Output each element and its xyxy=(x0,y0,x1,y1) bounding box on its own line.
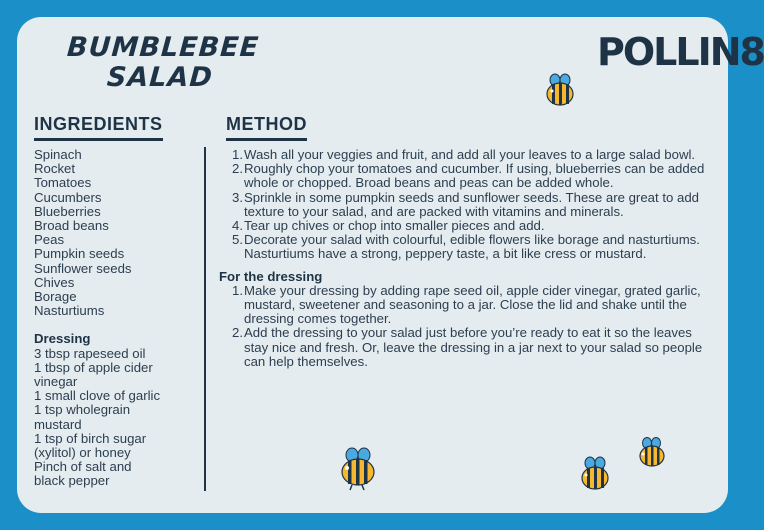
method-step xyxy=(219,162,711,190)
step-text: Make your dressing by adding rape seed oil, apple cider vinegar, grated garlic, mustard, sweetener and seasoning to a jar. Close the lid and shake until the dressing comes together. xyxy=(244,282,701,327)
bee-icon xyxy=(637,437,667,469)
dressing-ingredient-item: Pinch of salt and xyxy=(34,459,132,475)
dressing-ingredient-item: 1 tsp of birch sugar xyxy=(34,430,147,446)
dressing-ingredient-item: 1 tsp wholegrain xyxy=(34,402,131,418)
dressing-ingredient-item: 3 tbsp rapeseed oil xyxy=(34,345,146,361)
step-text: Decorate your salad with colourful, edible flowers like borage and nasturtiums. Nasturtiums have a strong, peppery taste, a bit like cress or mustard. xyxy=(244,232,700,262)
step-number: 3. xyxy=(232,189,243,205)
step-text: Add the dressing to your salad just before you’re ready to eat it so the leaves stay nice and fresh. Or, leave the dressing in a jar next to your salad so people can help themselves. xyxy=(244,325,703,369)
method-step xyxy=(219,219,711,233)
recipe-title: BUMBLEBEE SALAD xyxy=(66,32,261,93)
ingredient-item: Tomatoes xyxy=(34,175,92,191)
column-divider xyxy=(204,147,206,491)
ingredient-item: Broad beans xyxy=(34,218,109,234)
dressing-ingredient-item: 1 tbsp of apple cider xyxy=(34,359,153,375)
ingredient-item: Chives xyxy=(34,274,75,290)
ingredients-heading: INGREDIENTS xyxy=(34,114,163,134)
step-number: 2. xyxy=(232,161,243,177)
dressing-ingredient-item: vinegar xyxy=(34,374,78,390)
ingredient-item: Nasturtiums xyxy=(34,303,105,319)
ingredient-item: Cucumbers xyxy=(34,189,102,205)
method-step xyxy=(219,233,711,261)
ingredient-item: Peas xyxy=(34,232,65,248)
ingredient-item: Borage xyxy=(34,289,77,305)
ingredient-item: Sunflower seeds xyxy=(34,260,132,276)
ingredient-item: Rocket xyxy=(34,161,76,177)
ingredient-item: Pumpkin seeds xyxy=(34,246,125,262)
step-number: 5. xyxy=(232,232,243,248)
method-step xyxy=(219,148,711,162)
dressing-ingredient-item: mustard xyxy=(34,416,82,432)
dressing-ingredient-item: (xylitol) or honey xyxy=(34,445,131,461)
method-heading: METHOD xyxy=(226,114,307,134)
method-step xyxy=(219,191,711,219)
step-number: 1. xyxy=(232,282,243,298)
step-number: 2. xyxy=(232,325,243,341)
bee-icon xyxy=(338,446,380,492)
method-step xyxy=(219,326,711,369)
method-dressing-heading: For the dressing xyxy=(219,268,323,284)
step-number: 1. xyxy=(232,147,243,162)
dressing-heading: Dressing xyxy=(34,331,91,347)
step-text: Sprinkle in some pumpkin seeds and sunflower seeds. These are great to add texture to your salad, and are packed with vitamins and minerals. xyxy=(244,189,699,219)
step-text: Roughly chop your tomatoes and cucumber. If using, blueberries can be added whole or chopped. Broad beans and peas can be added whole. xyxy=(244,161,705,191)
dressing-ingredient-item: black pepper xyxy=(34,473,110,489)
method-step xyxy=(219,284,711,327)
ingredients-list xyxy=(34,148,204,489)
bee-icon xyxy=(544,73,578,109)
pollin8-logo: POLLIN8 xyxy=(597,30,764,74)
bee-icon xyxy=(578,456,612,494)
ingredient-item: Blueberries xyxy=(34,203,101,219)
step-number: 4. xyxy=(232,218,243,234)
step-text: Tear up chives or chop into smaller pieces and add. xyxy=(244,218,545,234)
dressing-ingredient-item: 1 small clove of garlic xyxy=(34,388,161,404)
method-section xyxy=(219,148,711,369)
step-text: Wash all your veggies and fruit, and add all your leaves to a large salad bowl. xyxy=(244,147,696,162)
ingredient-item: Spinach xyxy=(34,147,82,162)
